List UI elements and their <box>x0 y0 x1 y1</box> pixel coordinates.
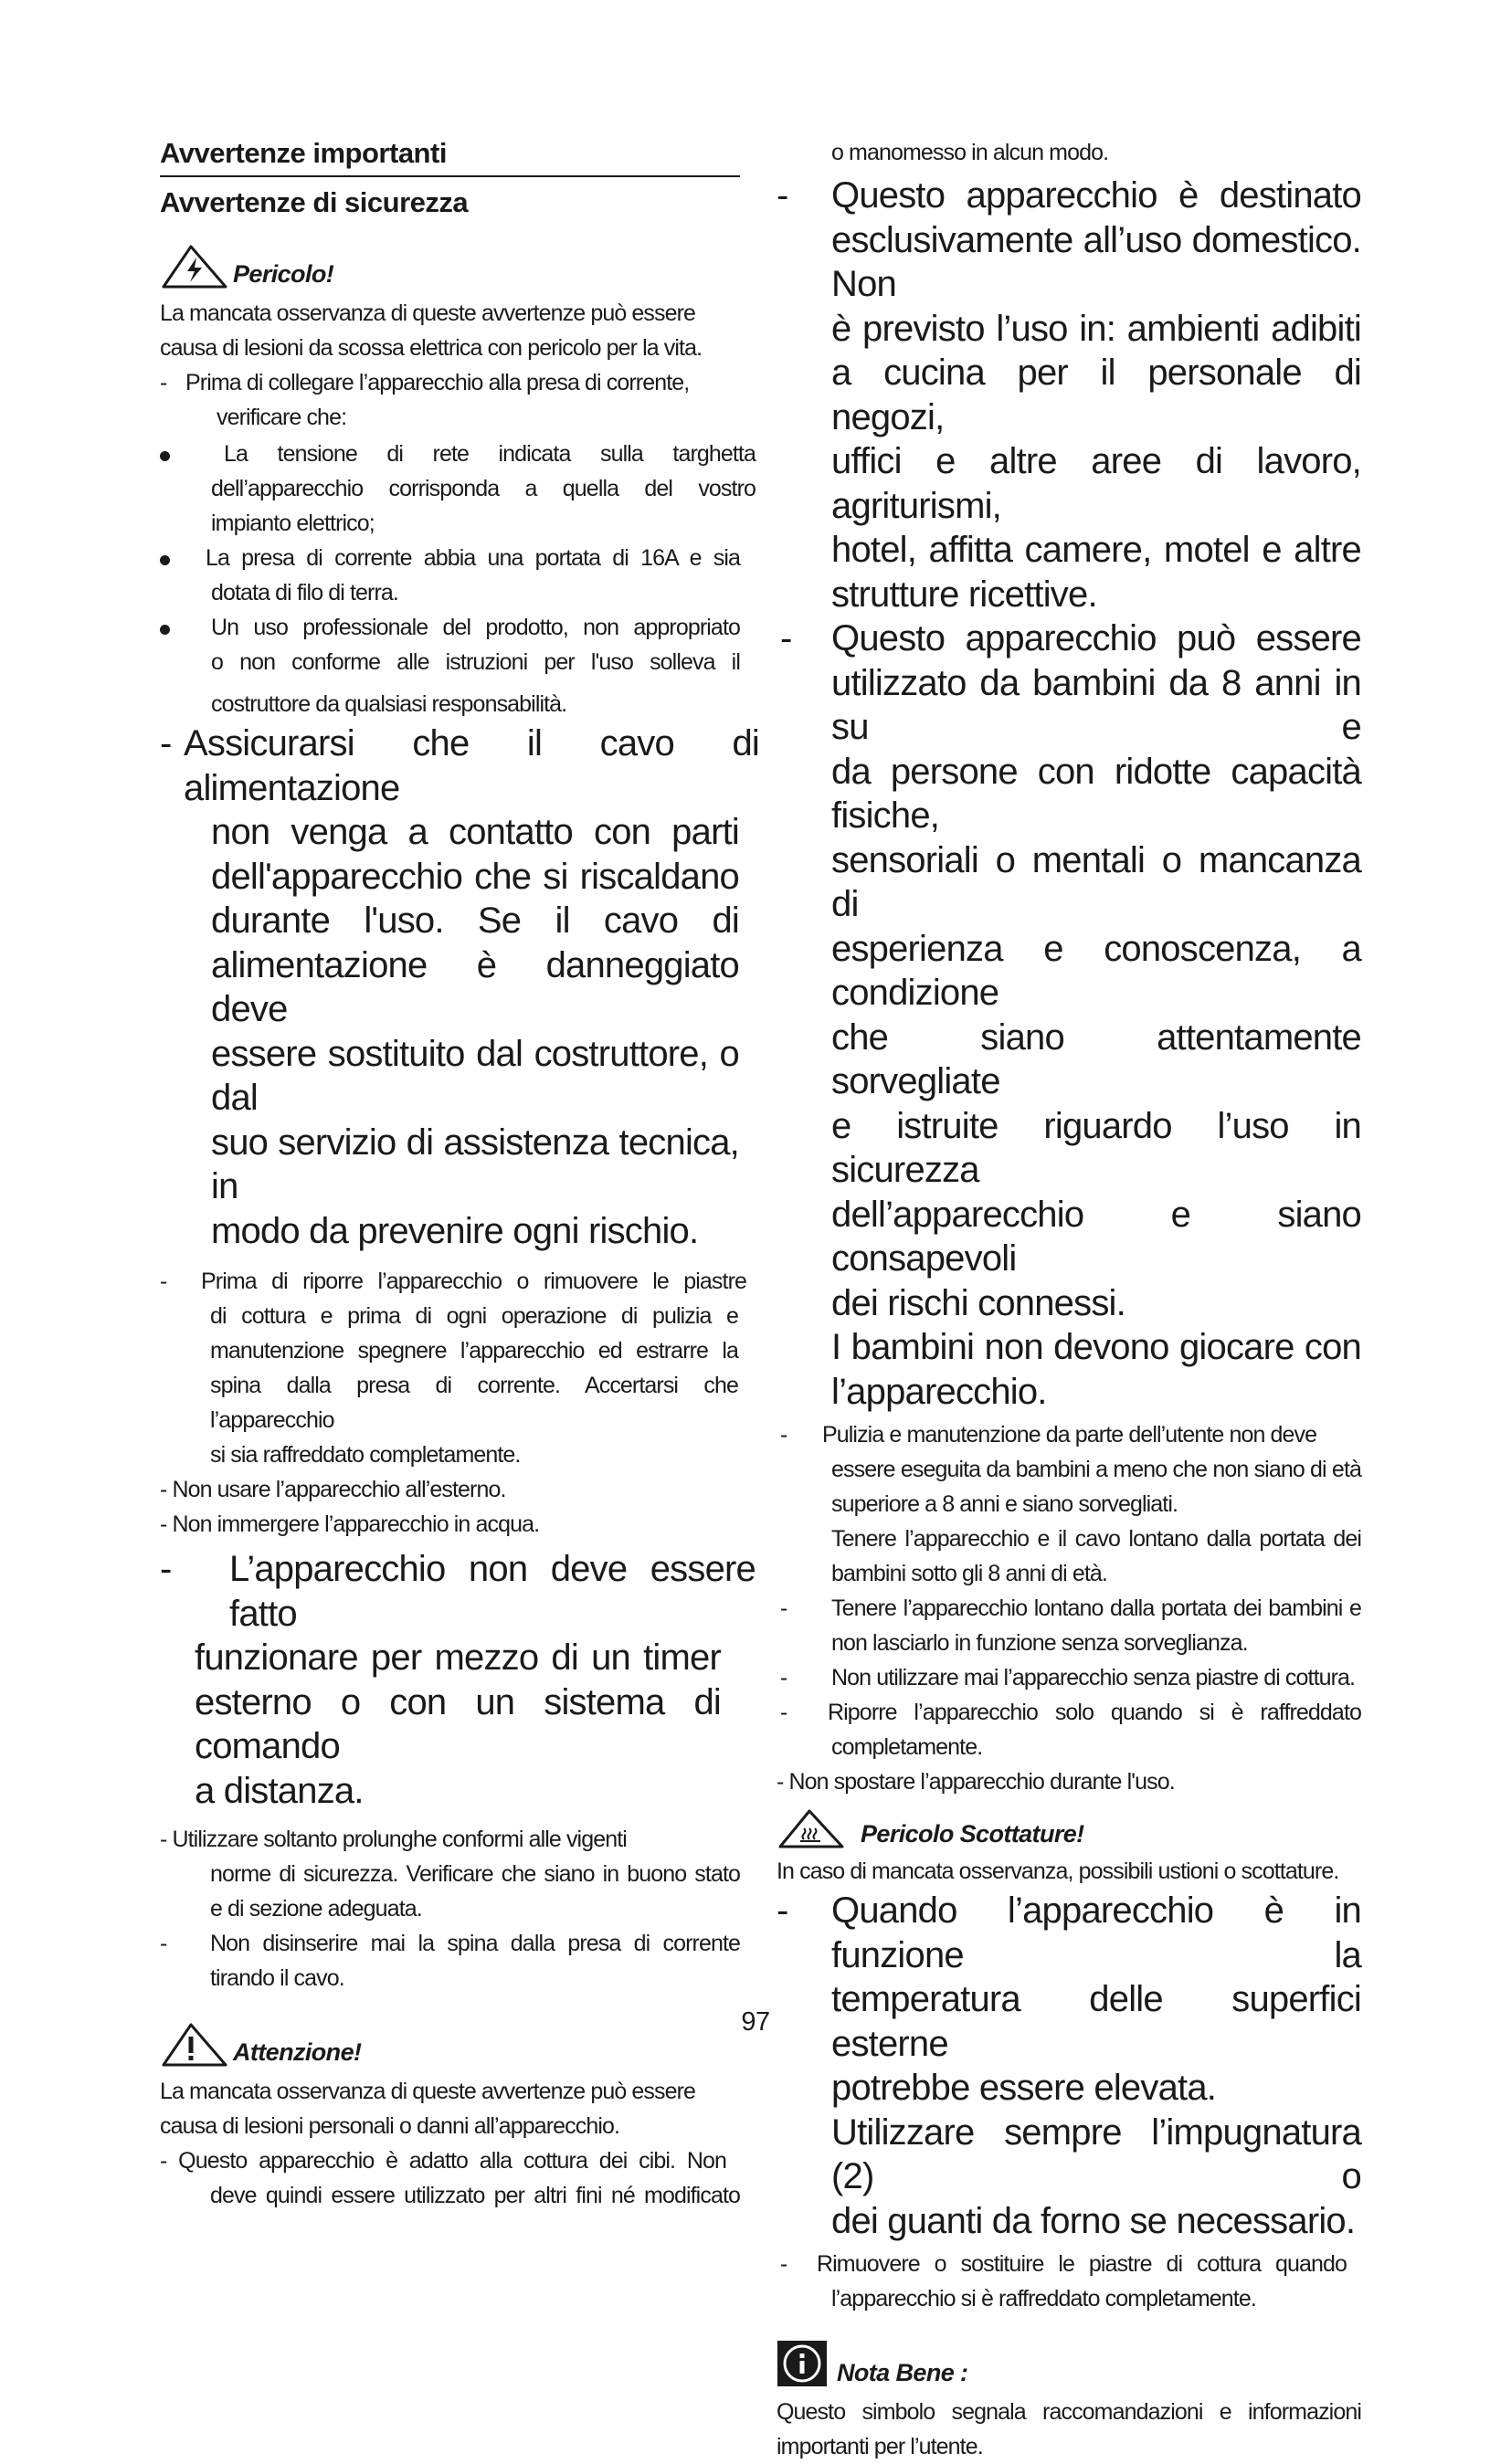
note-heading <box>777 2336 1361 2387</box>
maintenance-item: - Pulizia e manutenzione da parte dell’utente non deve essere eseguita da bambini a meno che non siano di età superiore a 8 anni e siano sorvegliati. Tenere l’apparecchio e il cavo lontano dalla portata dei bambini sotto gli 8 anni di età. <box>780 1422 1361 1586</box>
outdoor-item: - Non usare l’apparecchio all’esterno. <box>160 1477 506 1502</box>
cleaning-item: - Prima di riporre l’apparecchio o rimuovere le piastre di cottura e prima di ogni operazione di pulizia e manutenzione spegnere l’apparecchio ed estrarre la spina dalla presa di corrente. Accertarsi che l’apparecchio si sia raffreddato completamente. <box>160 1269 746 1468</box>
plates-item: - Non utilizzare mai l’apparecchio senza piastre di cottura. <box>780 1665 1356 1690</box>
extension-item: - Utilizzare soltanto prolunghe conformi alle vigenti norme di sicurezza. Verificare che siano in buono stato e di sezione adeguata. <box>160 1827 740 1922</box>
bullet-dot <box>160 451 170 461</box>
food-item: - Questo apparecchio è adatto alla cottura dei cibi. Non deve quindi essere utilizzato per altri fini né modificato <box>160 2148 740 2208</box>
bullet-list: La tensione di rete indicata sulla targhetta dell’apparecchio corrisponda a quella del vostro impianto elettrico; La presa di corrente abbia una portata di 16A e sia dotata di filo di terra. Un uso professionale del prodotto, non appropriato o non conforme alle istruzioni per l'uso solleva il costruttore da qualsiasi responsabilità. <box>160 437 756 721</box>
burn-title: Pericolo Scottature! <box>861 1820 1084 1848</box>
reach-item: - Tenere l’apparecchio lontano dalla portata dei bambini e non lasciarlo in funzione senza sorveglianza. <box>780 1595 1361 1656</box>
bullet-dot <box>160 555 170 565</box>
bullet-dot <box>160 625 170 635</box>
bullet-item: La tensione di rete indicata sulla targhetta <box>160 437 756 471</box>
note-title: Nota Bene : <box>837 2359 968 2386</box>
note-intro: Questo simbolo segnala raccomandazioni e informazioni importanti per l’utente. <box>777 2399 1361 2459</box>
burn-heading <box>777 1805 1361 1850</box>
attention-title: Attenzione! <box>233 2038 362 2066</box>
sub-heading: Avvertenze di sicurezza <box>160 186 469 218</box>
danger-intro: La mancata osservanza di queste avvertenze può essere causa di lesioni da scossa elettrica con pericolo per la vita. <box>160 300 703 361</box>
electric-warning-icon <box>160 243 231 290</box>
bullet-item: La presa di corrente abbia una portata di 16A e sia <box>160 541 740 575</box>
children-item: - Questo apparecchio può essere utilizzato da bambini da 8 anni in su e da persone con ridotte capacità fisiche, sensoriali o mentali o mancanza di esperienza e conoscenza, a condizione che siano attentamente sorvegliate e istruite riguardo l’uso in sicurezza dell’apparecchio e siano consapevoli dei rischi connessi. I bambini non devono giocare con l’apparecchio. <box>780 618 1361 1412</box>
left-column <box>160 137 759 2213</box>
cord-item: - Assicurarsi che il cavo di alimentazione non venga a contatto con parti dell'apparecchio che si riscaldano durante l'uso. Se il cavo di alimentazione è danneggiato deve essere sostituito dal costruttore, o dal suo servizio di assistenza tecnica, in modo da prevenire ogni rischio. <box>160 723 759 1251</box>
hot-surface-item: - Quando l’apparecchio è in funzione la temperatura delle superfici esterne potrebbe essere elevata. Utilizzare sempre l’impugnatura (2) o dei guanti da forno se necessario. <box>777 1890 1361 2241</box>
page-number: 97 <box>741 2007 770 2037</box>
burn-intro: In caso di mancata osservanza, possibili ustioni o scottature. <box>777 1859 1339 1884</box>
domestic-item: - Questo apparecchio è destinato esclusivamente all’uso domestico. Non è previsto l’uso in: ambienti adibiti a cucina per il personale di negozi, uffici e altre aree di lavoro, agriturismi, hotel, affitta camere, motel e altre strutture ricettive. <box>777 175 1361 615</box>
timer-item: - L’apparecchio non deve essere fatto funzionare per mezzo di un timer esterno o con un sistema di comando a distanza. <box>160 1549 756 1811</box>
hot-surface-icon <box>777 1808 850 1850</box>
remove-plates-item: - Rimuovere o sostituire le piastre di cottura quando l’apparecchio si è raffreddato completamente. <box>780 2251 1347 2311</box>
info-icon <box>777 2340 828 2387</box>
store-item: - Riporre l’apparecchio solo quando si è raffreddato completamente. <box>780 1700 1361 1760</box>
continued-text: o manomesso in alcun modo. <box>831 140 1109 165</box>
attention-intro: La mancata osservanza di queste avvertenze può essere causa di lesioni personali o danni all’apparecchio. <box>160 2079 696 2139</box>
unplug-item: - Non disinserire mai la spina dalla presa di corrente tirando il cavo. <box>160 1931 740 1991</box>
danger-title: Pericolo! <box>233 260 334 288</box>
bullet-item: Un uso professionale del prodotto, non appropriato <box>160 610 740 645</box>
main-heading: Avvertenze importanti <box>160 137 740 177</box>
check-item: - Prima di collegare l’apparecchio alla presa di corrente, verificare che: <box>160 370 690 430</box>
move-item: - Non spostare l’apparecchio durante l'uso. <box>777 1769 1175 1795</box>
water-item: - Non immergere l’apparecchio in acqua. <box>160 1511 540 1537</box>
danger-heading <box>160 236 756 290</box>
right-column <box>777 137 1361 2464</box>
